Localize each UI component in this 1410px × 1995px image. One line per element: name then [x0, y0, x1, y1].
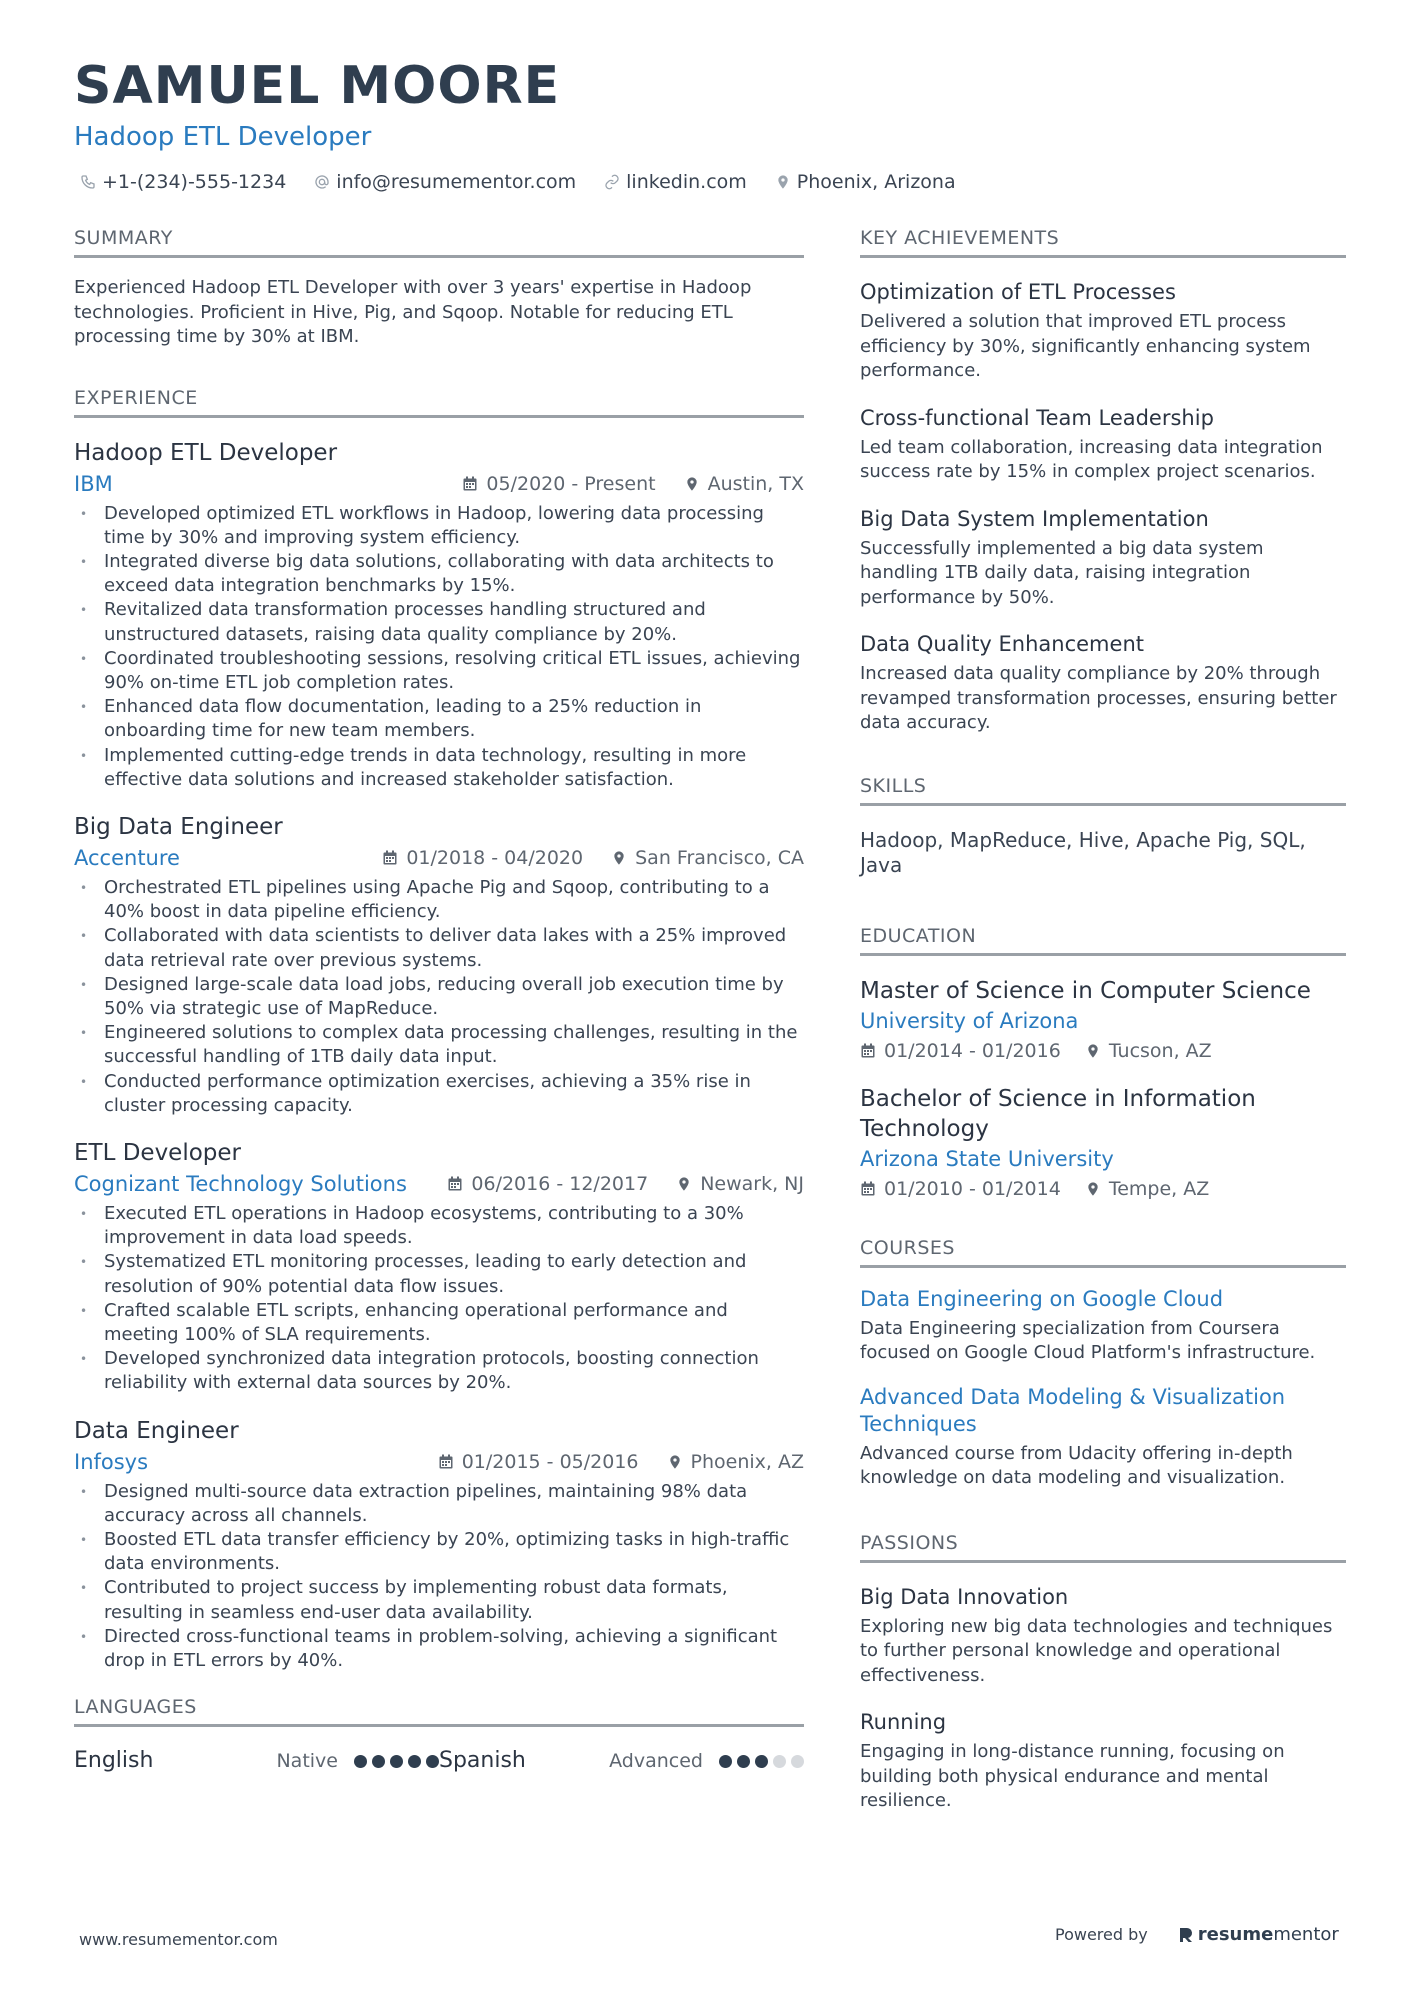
- job-bullet: • Crafted scalable ETL scripts, enhancing operational performance and meeting 100% of SLA requirements.: [74, 1299, 804, 1347]
- school-name: University of Arizona: [860, 1008, 1079, 1033]
- language-level: Advanced: [609, 1750, 703, 1773]
- education-dates: [860, 1176, 1061, 1202]
- language-item: [74, 1747, 439, 1775]
- job-dates-text: 01/2018 - 04/2020: [406, 846, 584, 869]
- rating-dot-filled: [408, 1755, 421, 1768]
- job-bullet: • Revitalized data transformation processes handling structured and unstructured datasets, raising data quality compliance by 20%.: [74, 598, 804, 646]
- job-bullet: • Conducted performance optimization exercises, achieving a 35% rise in cluster processing capacity.: [74, 1070, 804, 1118]
- job-location-text: Austin, TX: [707, 472, 804, 495]
- course-title: Advanced Data Modeling & Visualization Techniques: [860, 1384, 1286, 1436]
- achievements-heading: KEY ACHIEVEMENTS: [860, 226, 1346, 258]
- brand-logo[interactable]: [1178, 1924, 1339, 1945]
- passion-list: [860, 1583, 1346, 1814]
- job-bullet: • Executed ETL operations in Hadoop ecosystems, contributing to a 30% improvement in data load speeds.: [74, 1202, 804, 1250]
- map-pin-icon: [676, 1176, 692, 1192]
- job-dates: [447, 1170, 648, 1198]
- language-name: Spanish: [439, 1748, 526, 1774]
- footer-website[interactable]: www.resumementor.com: [79, 1930, 278, 1949]
- calendar-icon: [447, 1176, 463, 1192]
- job-title: Big Data Engineer: [74, 813, 283, 840]
- job-bullet: • Engineered solutions to complex data processing challenges, resulting in the successful handling of 1TB daily data input.: [74, 1021, 804, 1069]
- passion-item: [860, 1708, 1346, 1814]
- course-list: [860, 1286, 1346, 1491]
- location-text: Phoenix, Arizona: [796, 171, 956, 193]
- resumementor-logo-icon: [1178, 1926, 1194, 1944]
- job-bullet: • Implemented cutting-edge trends in data technology, resulting in more effective data solutions and increased stakeholder satisfaction.: [74, 744, 804, 792]
- achievement-title: Optimization of ETL Processes: [860, 280, 1176, 304]
- skills-text: Hadoop, MapReduce, Hive, Apache Pig, SQL, Java: [860, 827, 1306, 877]
- rating-dot-filled: [354, 1755, 367, 1768]
- map-pin-icon: [611, 850, 627, 866]
- achievement-item: [860, 404, 1346, 485]
- job-bullet: • Directed cross-functional teams in problem-solving, achieving a significant drop in ETL errors by 40%.: [74, 1625, 804, 1673]
- email-text: info@resumementor.com: [336, 171, 577, 193]
- language-rating: [354, 1755, 439, 1768]
- left-column: [74, 226, 804, 1775]
- passions-section: [860, 1531, 1346, 1814]
- map-pin-icon: [1085, 1043, 1101, 1059]
- job-bullet: • Developed synchronized data integration protocols, boosting connection reliability with external data sources by 20%.: [74, 1347, 804, 1395]
- job-location: [611, 844, 804, 872]
- candidate-title: Hadoop ETL Developer: [74, 122, 372, 152]
- summary-heading: SUMMARY: [74, 226, 804, 258]
- job-bullet: • Coordinated troubleshooting sessions, resolving critical ETL issues, achieving 90% on-time ETL job completion rates.: [74, 647, 804, 695]
- education-location-text: Tempe, AZ: [1108, 1177, 1210, 1200]
- achievement-item: [860, 505, 1346, 611]
- language-name: English: [74, 1748, 154, 1774]
- job-dates: [438, 1448, 639, 1476]
- powered-by-label: Powered by: [1055, 1925, 1148, 1944]
- job-list: [74, 438, 804, 1674]
- skills-heading: SKILLS: [860, 774, 1346, 806]
- job-meta: [74, 1170, 804, 1198]
- education-location: [1085, 1176, 1209, 1202]
- calendar-icon: [860, 1043, 876, 1059]
- contact-bar: [80, 170, 956, 194]
- rating-dot-filled: [719, 1755, 732, 1768]
- company-name: IBM: [74, 471, 113, 496]
- job-dates: [382, 844, 583, 872]
- linkedin-text: linkedin.com: [626, 171, 747, 193]
- job-meta: [74, 1448, 804, 1476]
- job-dates-text: 01/2015 - 05/2016: [461, 1450, 639, 1473]
- education-item: [860, 1084, 1346, 1202]
- job-meta: [74, 470, 804, 498]
- summary-text: Experienced Hadoop ETL Developer with over 3 years' expertise in Hadoop technologies. Proficient in Hive, Pig, and Sqoop. Notable for reducing ETL processing time by 30% at IBM.: [74, 277, 752, 347]
- job-bullet: • Boosted ETL data transfer efficiency by 20%, optimizing tasks in high-traffic data environments.: [74, 1528, 804, 1576]
- job-bullet: • Designed multi-source data extraction pipelines, maintaining 98% data accuracy across all channels.: [74, 1480, 804, 1528]
- courses-heading: COURSES: [860, 1236, 1346, 1268]
- job-bullet: • Designed large-scale data load jobs, reducing overall job execution time by 50% via strategic use of MapReduce.: [74, 973, 804, 1021]
- brand-word-light: mentor: [1273, 1924, 1339, 1945]
- education-meta: [860, 1038, 1346, 1064]
- contact-email[interactable]: [314, 170, 576, 194]
- education-dates: [860, 1038, 1061, 1064]
- education-item: [860, 976, 1346, 1064]
- education-dates-text: 01/2010 - 01/2014: [884, 1177, 1061, 1200]
- company-name: Infosys: [74, 1449, 149, 1474]
- languages-section: [74, 1695, 804, 1775]
- language-item: [439, 1747, 804, 1775]
- job-dates: [462, 470, 655, 498]
- job-bullets: [74, 502, 804, 792]
- job-title: Data Engineer: [74, 1417, 239, 1444]
- job-meta: [74, 844, 804, 872]
- summary-section: [74, 226, 804, 350]
- school-name: Arizona State University: [860, 1146, 1114, 1171]
- language-list: [74, 1747, 804, 1775]
- footer-branding: [1055, 1924, 1339, 1945]
- achievement-item: [860, 630, 1346, 736]
- map-pin-icon: [684, 476, 700, 492]
- right-column: [860, 226, 1346, 1814]
- course-desc: Advanced course from Udacity offering in-depth knowledge on data modeling and visualization.: [860, 1442, 1293, 1488]
- map-pin-icon: [775, 174, 791, 190]
- degree-name: Bachelor of Science in Information Technology: [860, 1085, 1256, 1142]
- experience-section: [74, 386, 804, 1674]
- passion-item: [860, 1583, 1346, 1689]
- achievements-section: [860, 226, 1346, 736]
- education-list: [860, 976, 1346, 1202]
- achievement-desc: Increased data quality compliance by 20% through revamped transformation processes, ensuring better data accuracy.: [860, 663, 1337, 733]
- job-dates-text: 06/2016 - 12/2017: [471, 1172, 649, 1195]
- achievement-title: Cross-functional Team Leadership: [860, 405, 1214, 430]
- company-name: Cognizant Technology Solutions: [74, 1171, 407, 1196]
- language-level: Native: [276, 1750, 338, 1773]
- course-desc: Data Engineering specialization from Coursera focused on Google Cloud Platform's infrastructure.: [860, 1317, 1316, 1363]
- job-entry: [74, 1138, 804, 1396]
- achievement-desc: Delivered a solution that improved ETL process efficiency by 30%, significantly enhancing system performance.: [860, 311, 1311, 381]
- course-item: [860, 1384, 1346, 1491]
- education-section: [860, 924, 1346, 1202]
- achievement-title: Big Data System Implementation: [860, 506, 1209, 531]
- achievement-desc: Led team collaboration, increasing data integration success rate by 15% in complex project scenarios.: [860, 436, 1323, 482]
- language-rating: [719, 1755, 804, 1768]
- achievement-desc: Successfully implemented a big data system handling 1TB daily data, raising integration performance by 50%.: [860, 537, 1264, 608]
- job-bullet: • Contributed to project success by implementing robust data formats, resulting in seamless end-user data availability.: [74, 1576, 804, 1624]
- job-entry: [74, 438, 804, 792]
- rating-dot-filled: [755, 1755, 768, 1768]
- job-entry: [74, 1416, 804, 1674]
- calendar-icon: [462, 476, 478, 492]
- job-bullet: • Systematized ETL monitoring processes, leading to early detection and resolution of 90% potential data flow issues.: [74, 1250, 804, 1298]
- job-location-text: Phoenix, AZ: [690, 1450, 804, 1473]
- contact-linkedin[interactable]: [604, 170, 747, 194]
- achievement-list: [860, 278, 1346, 736]
- passion-title: Running: [860, 1710, 947, 1734]
- job-bullets: [74, 1202, 804, 1396]
- contact-location: [775, 170, 956, 194]
- course-item: [860, 1286, 1346, 1366]
- achievement-item: [860, 278, 1346, 384]
- at-icon: [314, 174, 330, 190]
- contact-phone: [80, 170, 286, 194]
- company-name: Accenture: [74, 845, 180, 870]
- course-title: Data Engineering on Google Cloud: [860, 1286, 1224, 1311]
- job-dates-text: 05/2020 - Present: [486, 472, 656, 495]
- education-heading: EDUCATION: [860, 924, 1346, 956]
- passion-desc: Engaging in long-distance running, focusing on building both physical endurance and mental resilience.: [860, 1741, 1285, 1811]
- map-pin-icon: [667, 1454, 683, 1470]
- rating-dot-filled: [390, 1755, 403, 1768]
- rating-dot-filled: [372, 1755, 385, 1768]
- phone-icon: [80, 174, 96, 190]
- link-icon: [604, 174, 620, 190]
- job-bullets: [74, 1480, 804, 1674]
- courses-section: [860, 1236, 1346, 1491]
- job-bullet: • Developed optimized ETL workflows in Hadoop, lowering data processing time by 30% and improving system efficiency.: [74, 502, 804, 550]
- passion-desc: Exploring new big data technologies and techniques to further personal knowledge and operational effectiveness.: [860, 1615, 1333, 1686]
- job-bullet: • Enhanced data flow documentation, leading to a 25% reduction in onboarding time for new team members.: [74, 695, 804, 743]
- education-meta: [860, 1176, 1346, 1202]
- job-location: [676, 1170, 804, 1198]
- experience-heading: EXPERIENCE: [74, 386, 804, 418]
- degree-name: Master of Science in Computer Science: [860, 977, 1311, 1004]
- education-dates-text: 01/2014 - 01/2016: [884, 1039, 1061, 1062]
- skills-section: [860, 774, 1346, 878]
- education-location: [1085, 1038, 1212, 1064]
- job-bullet: • Collaborated with data scientists to deliver data lakes with a 25% improved data retrieval rate over previous systems.: [74, 924, 804, 972]
- job-location: [667, 1448, 804, 1476]
- education-location-text: Tucson, AZ: [1108, 1039, 1212, 1062]
- job-bullet: • Integrated diverse big data solutions, collaborating with data architects to exceed data integration benchmarks by 15%.: [74, 550, 804, 598]
- passion-title: Big Data Innovation: [860, 1584, 1069, 1609]
- job-title: Hadoop ETL Developer: [74, 439, 338, 466]
- achievement-title: Data Quality Enhancement: [860, 632, 1144, 656]
- job-entry: [74, 812, 804, 1118]
- calendar-icon: [438, 1454, 454, 1470]
- job-location-text: Newark, NJ: [700, 1172, 804, 1195]
- rating-dot-filled: [426, 1755, 439, 1768]
- phone-text: +1-(234)-555-1234: [102, 171, 287, 193]
- passions-heading: PASSIONS: [860, 1531, 1346, 1563]
- calendar-icon: [382, 850, 398, 866]
- candidate-name: SAMUEL MOORE: [74, 56, 561, 116]
- job-bullet: • Orchestrated ETL pipelines using Apache Pig and Sqoop, contributing to a 40% boost in data pipeline efficiency.: [74, 876, 804, 924]
- brand-word-bold: resume: [1197, 1924, 1274, 1945]
- map-pin-icon: [1085, 1181, 1101, 1197]
- rating-dot-filled: [737, 1755, 750, 1768]
- job-location: [684, 470, 804, 498]
- job-location-text: San Francisco, CA: [635, 846, 804, 869]
- rating-dot-empty: [791, 1755, 804, 1768]
- job-title: ETL Developer: [74, 1139, 241, 1166]
- job-bullets: [74, 876, 804, 1118]
- calendar-icon: [860, 1181, 876, 1197]
- rating-dot-empty: [773, 1755, 786, 1768]
- languages-heading: LANGUAGES: [74, 1695, 804, 1727]
